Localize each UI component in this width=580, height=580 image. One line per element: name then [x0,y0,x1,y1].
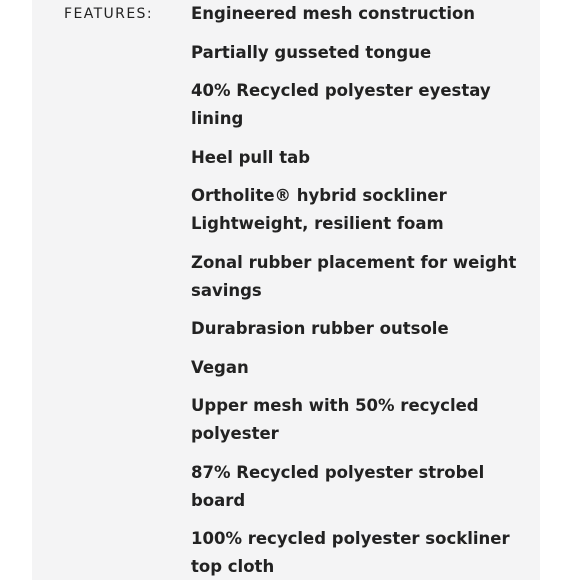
feature-text-line: Heel pull tab [191,147,311,167]
features-label: FEATURES: [64,6,153,22]
feature-item [191,182,491,238]
feature-text-line: Durabrasion rubber outsole [191,319,449,338]
feature-item [191,354,491,382]
features-list [191,0,517,580]
feature-text-line: savings [191,280,262,300]
feature-text-line: polyester [191,424,279,443]
feature-text-line: Ortholite® hybrid sockliner [191,186,447,205]
feature-item [191,459,491,515]
feature-item [191,392,491,448]
feature-text-line: 87% Recycled polyester strobel [191,462,485,482]
feature-item [191,144,491,172]
feature-item [191,315,491,343]
feature-text-line: Zonal rubber placement for weight [191,252,517,272]
feature-text-line: lining [191,109,244,128]
feature-text-line: Upper mesh with 50% recycled [191,396,479,415]
feature-text-line: board [191,490,246,510]
feature-text-line: top cloth [191,557,275,576]
feature-text-line: Vegan [191,357,249,377]
feature-item [191,77,491,133]
feature-text-line: Lightweight, resilient foam [191,214,444,233]
feature-text-line: Engineered mesh construction [191,4,476,23]
feature-item [191,0,491,28]
feature-text-line: 100% recycled polyester sockliner [191,529,510,548]
feature-text-line: Partially gusseted tongue [191,42,432,62]
feature-item [191,525,510,580]
feature-item [191,249,517,305]
feature-item [191,39,491,67]
feature-text-line: 40% Recycled polyester eyestay [191,81,491,100]
